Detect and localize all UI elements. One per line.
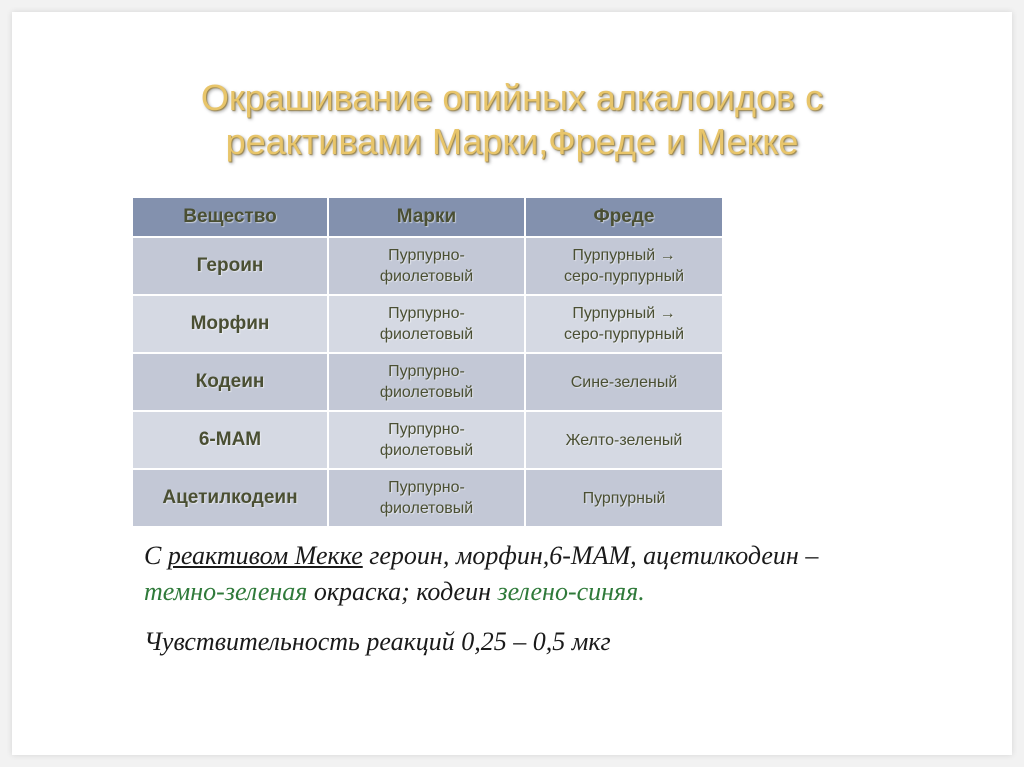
note-text: окраска; кодеин	[307, 577, 498, 606]
cell-text: Пурпурный →	[572, 305, 676, 322]
cell-text: Сине-зеленый	[570, 373, 678, 391]
cell-text: Пурпурно-	[388, 305, 465, 322]
cell-frede	[525, 237, 723, 295]
cell-marki	[328, 411, 525, 469]
note-text: С	[144, 541, 168, 570]
cell-text: фиолетовый	[379, 500, 474, 517]
table-header-row	[132, 197, 723, 237]
slide-title-line-2: реактивами Марки,Фреде и Мекке	[225, 121, 799, 162]
sensitivity-note: Чувствительность реакций 0,25 – 0,5 мкг	[144, 627, 611, 656]
dark-green-color-term: темно-зеленая	[144, 577, 308, 606]
note-text: героин, морфин,6-МАМ, ацетилкодеин –	[362, 541, 819, 570]
cell-substance: 6-МАМ	[132, 411, 328, 469]
cell-text: Пурпурно-	[388, 421, 465, 438]
cell-text: серо-пурпурный	[563, 326, 685, 343]
cell-marki	[328, 353, 525, 411]
table-row	[132, 469, 723, 527]
cell-substance: Ацетилкодеин	[132, 469, 328, 527]
cell-substance: Кодеин	[132, 353, 328, 411]
table-row	[132, 295, 723, 353]
table-row	[132, 237, 723, 295]
cell-text: Пурпурно-	[388, 479, 465, 496]
cell-text: фиолетовый	[379, 442, 474, 459]
header-frede: Фреде	[525, 197, 723, 237]
cell-marki	[328, 295, 525, 353]
cell-substance: Морфин	[132, 295, 328, 353]
cell-text: Желто-зеленый	[565, 431, 683, 449]
green-blue-color-term: зелено-синяя.	[497, 577, 645, 606]
cell-text: Пурпурный	[582, 489, 666, 507]
cell-text: фиолетовый	[379, 268, 474, 285]
cell-text: Пурпурно-	[388, 363, 465, 380]
mekke-note	[144, 538, 864, 610]
cell-frede	[525, 411, 723, 469]
cell-text: Пурпурный →	[572, 247, 676, 264]
table-row	[132, 353, 723, 411]
notes-text	[144, 538, 864, 660]
cell-frede	[525, 295, 723, 353]
header-marki: Марки	[328, 197, 525, 237]
reagent-color-table	[131, 196, 724, 528]
cell-text: Пурпурно-	[388, 247, 465, 264]
cell-text: фиолетовый	[379, 384, 474, 401]
cell-frede	[525, 469, 723, 527]
cell-marki	[328, 469, 525, 527]
cell-text: серо-пурпурный	[563, 268, 685, 285]
cell-text: фиолетовый	[379, 326, 474, 343]
mekke-reagent-term: реактивом Мекке	[167, 541, 363, 570]
cell-marki	[328, 237, 525, 295]
slide-title	[0, 76, 1024, 164]
table-row	[132, 411, 723, 469]
slide-title-line-1: Окрашивание опийных алкалоидов с	[200, 77, 824, 118]
cell-substance: Героин	[132, 237, 328, 295]
header-substance: Вещество	[132, 197, 328, 237]
cell-frede	[525, 353, 723, 411]
